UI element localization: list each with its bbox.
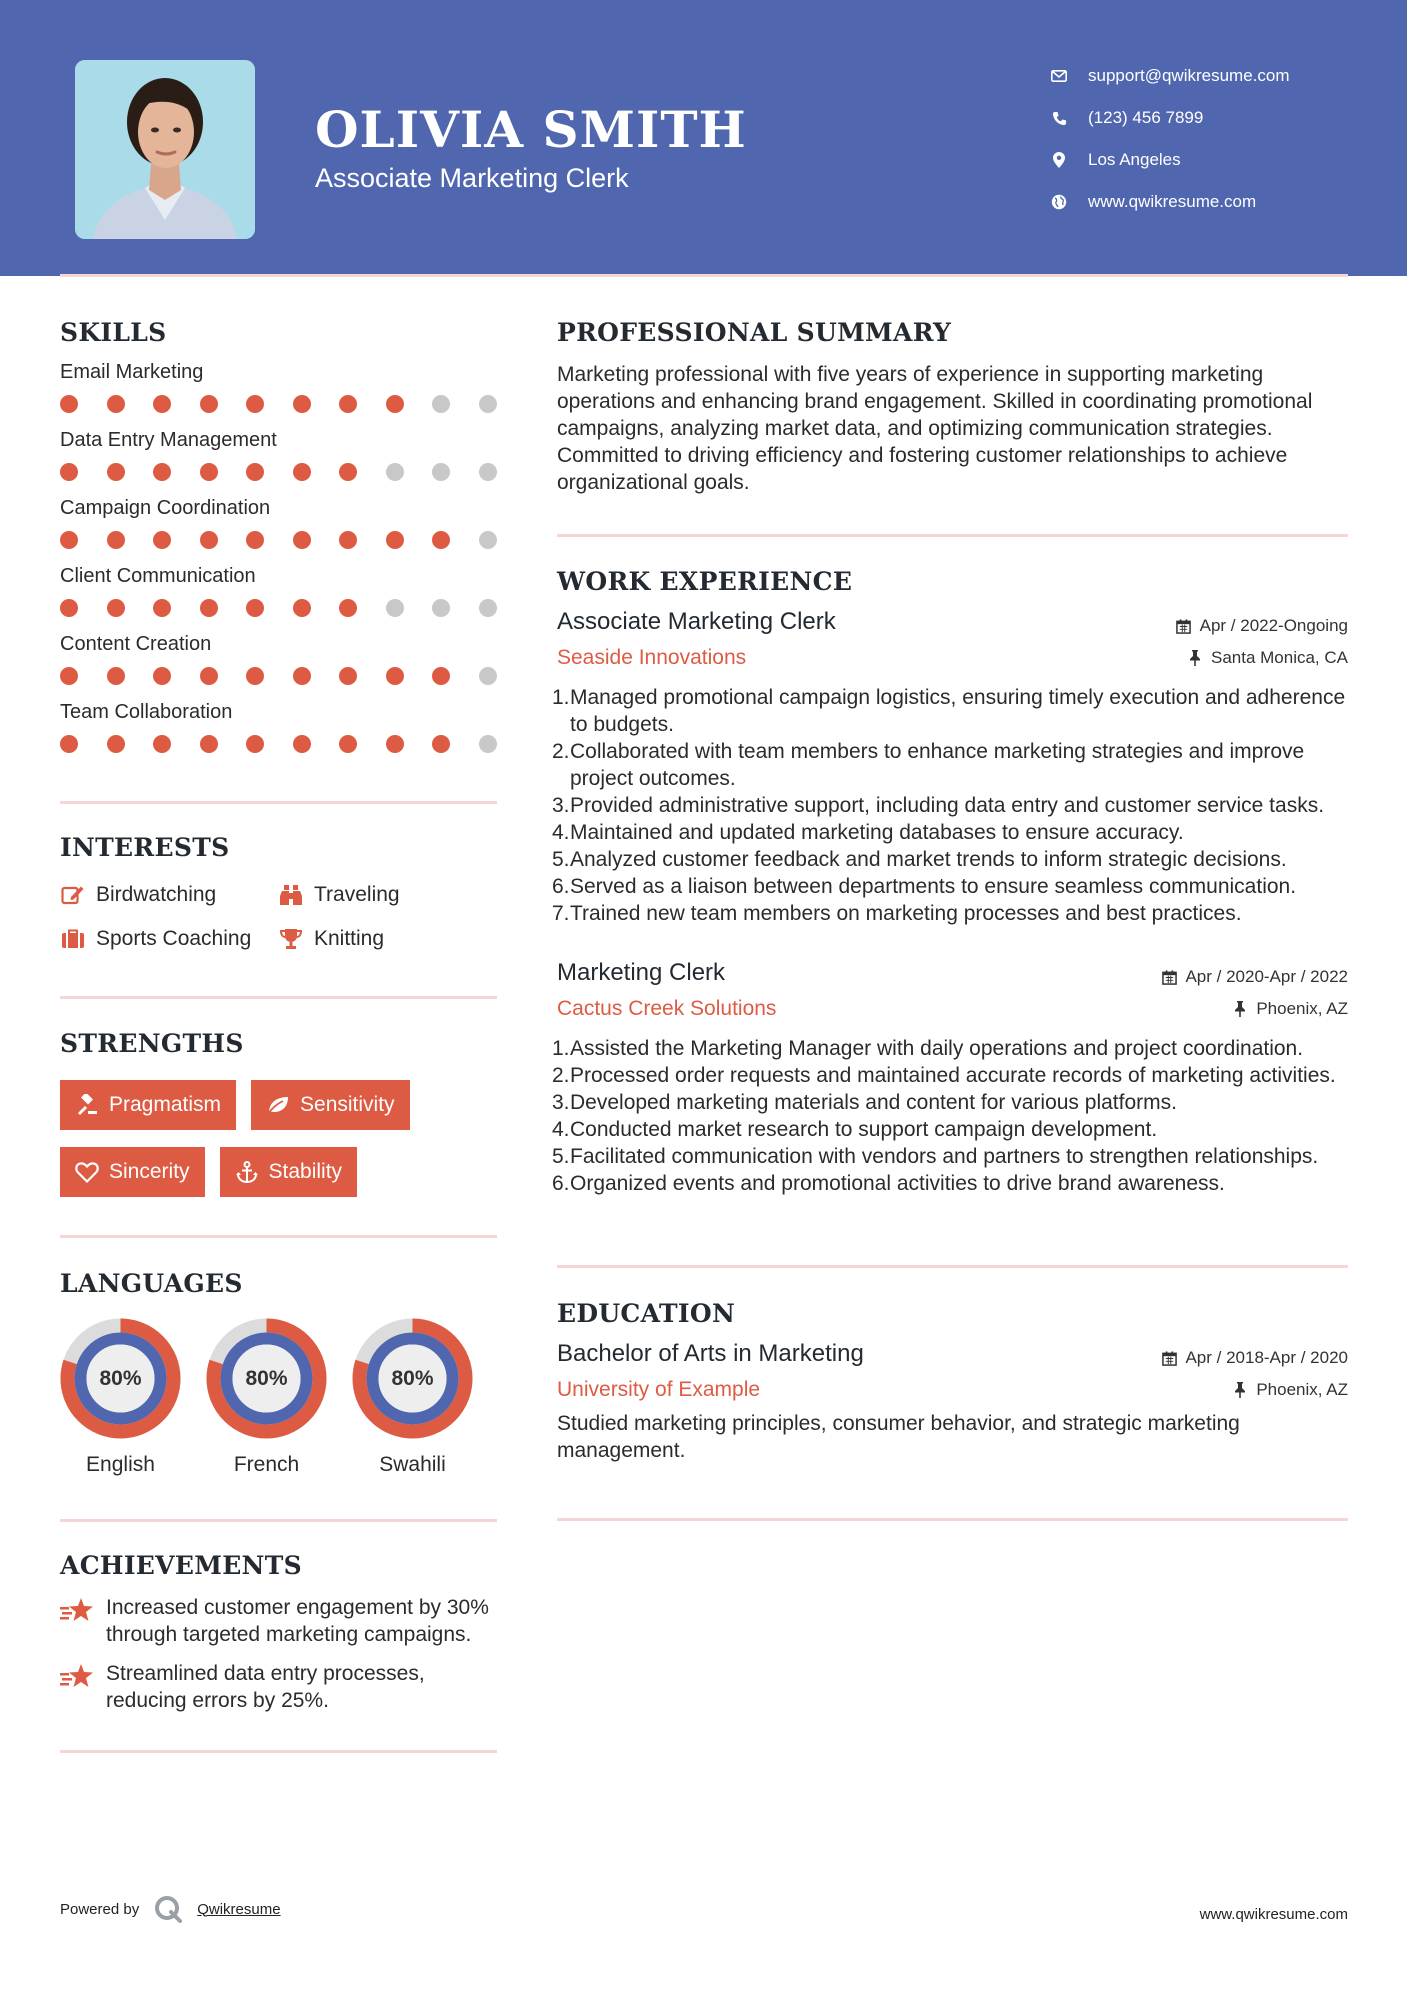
language-name: English bbox=[86, 1453, 155, 1476]
qwikresume-logo-icon bbox=[153, 1894, 183, 1924]
job-dates-text: Apr / 2020-Apr / 2022 bbox=[1185, 967, 1348, 986]
skill-dot-filled bbox=[293, 667, 311, 685]
footer-url[interactable]: www.qwikresume.com bbox=[1199, 1906, 1348, 1923]
skill-dot-filled bbox=[339, 395, 357, 413]
resume-header bbox=[0, 0, 1407, 276]
duty-text: Served as a liaison between departments to ensure seamless communication. bbox=[570, 875, 1297, 898]
language-item bbox=[206, 1318, 327, 1477]
skill-dot-filled bbox=[386, 667, 404, 685]
achievement-item bbox=[60, 1660, 497, 1714]
skill-name: Content Creation bbox=[60, 633, 212, 655]
achievements-title: ACHIEVEMENTS bbox=[60, 1551, 302, 1580]
language-percent: 80% bbox=[99, 1366, 142, 1390]
company-name: Cactus Creek Solutions bbox=[557, 997, 777, 1020]
suitcase-icon bbox=[60, 926, 86, 952]
interest-item bbox=[60, 882, 278, 908]
skill-dot-empty bbox=[479, 667, 497, 685]
duty-text: Developed marketing materials and content for various platforms. bbox=[570, 1091, 1177, 1114]
phone-icon bbox=[1050, 109, 1068, 127]
education-location-text: Phoenix, AZ bbox=[1256, 1380, 1348, 1399]
skill-dot-filled bbox=[246, 463, 264, 481]
leaf-icon bbox=[266, 1093, 290, 1117]
strength-label: Stability bbox=[268, 1160, 343, 1183]
skills-title: SKILLS bbox=[60, 318, 167, 347]
duty-list bbox=[552, 1035, 1348, 1197]
duty-item bbox=[552, 1116, 1348, 1143]
contact-phone-text: (123) 456 7899 bbox=[1088, 108, 1204, 127]
skill-dot-empty bbox=[479, 735, 497, 753]
shooting-star-icon bbox=[60, 1662, 94, 1692]
language-percent: 80% bbox=[245, 1366, 288, 1390]
duty-number: 2. bbox=[552, 740, 570, 763]
skill-dot-filled bbox=[60, 395, 78, 413]
skill-dot-filled bbox=[200, 463, 218, 481]
skill-dot-filled bbox=[246, 395, 264, 413]
strength-chip bbox=[60, 1080, 236, 1130]
duty-text: Collaborated with team members to enhance marketing strategies and improve project outcomes. bbox=[570, 740, 1305, 790]
duty-text: Organized events and promotional activities to drive brand awareness. bbox=[570, 1172, 1225, 1195]
duty-list bbox=[552, 684, 1348, 927]
skill-dot-filled bbox=[246, 599, 264, 617]
duty-text: Maintained and updated marketing databases to ensure accuracy. bbox=[570, 821, 1184, 844]
skill-dot-filled bbox=[60, 599, 78, 617]
pushpin-icon bbox=[1187, 650, 1203, 666]
job-title: Marketing Clerk bbox=[557, 959, 726, 986]
job-dates-text: Apr / 2022-Ongoing bbox=[1199, 616, 1348, 635]
duty-item bbox=[552, 900, 1348, 927]
summary-text: Marketing professional with five years of experience in supporting marketing operations and enhancing brand engagement. Skilled in coordinating promotional campaigns, analyzing market data, and optimizing communication strategies. Committed to driving efficiency and fostering customer relationships to achieve organizational goals. bbox=[557, 363, 1313, 494]
skill-rating bbox=[60, 461, 497, 483]
calendar-icon bbox=[1161, 969, 1177, 985]
skill-dot-filled bbox=[107, 735, 125, 753]
job-location bbox=[1232, 999, 1348, 1019]
skill-dot-empty bbox=[386, 599, 404, 617]
duty-number: 3. bbox=[552, 794, 570, 817]
contact-email-text: support@qwikresume.com bbox=[1088, 66, 1290, 85]
strength-label: Sincerity bbox=[109, 1160, 190, 1183]
education-entry bbox=[557, 1340, 1348, 1464]
candidate-role: Associate Marketing Clerk bbox=[315, 163, 629, 193]
section-divider bbox=[60, 801, 497, 804]
gavel-icon bbox=[75, 1093, 99, 1117]
skill-dot-filled bbox=[432, 531, 450, 549]
skill-dot-filled bbox=[107, 531, 125, 549]
strengths-title: STRENGTHS bbox=[60, 1029, 244, 1058]
contact-phone[interactable] bbox=[1050, 97, 1390, 139]
skill-dot-empty bbox=[432, 599, 450, 617]
skill-name: Email Marketing bbox=[60, 361, 204, 383]
strength-label: Sensitivity bbox=[300, 1093, 395, 1116]
section-divider bbox=[60, 1235, 497, 1238]
pushpin-icon bbox=[1232, 1382, 1248, 1398]
education-dates-text: Apr / 2018-Apr / 2020 bbox=[1185, 1348, 1348, 1367]
skill-dot-empty bbox=[432, 463, 450, 481]
contact-website-text: www.qwikresume.com bbox=[1088, 192, 1257, 211]
footer-powered bbox=[60, 1894, 281, 1924]
strength-chip bbox=[220, 1147, 358, 1197]
interest-label: Traveling bbox=[314, 883, 400, 906]
skill-dot-filled bbox=[293, 395, 311, 413]
duty-number: 5. bbox=[552, 848, 570, 871]
section-divider bbox=[60, 996, 497, 999]
skill-dot-filled bbox=[293, 531, 311, 549]
skill-item bbox=[60, 361, 497, 415]
skill-dot-empty bbox=[432, 395, 450, 413]
interests-list bbox=[60, 882, 497, 952]
job-location-text: Phoenix, AZ bbox=[1256, 999, 1348, 1018]
language-name: Swahili bbox=[379, 1453, 446, 1476]
education-dates bbox=[1161, 1348, 1348, 1368]
skill-dot-filled bbox=[153, 463, 171, 481]
duty-item bbox=[552, 738, 1348, 792]
skill-dot-filled bbox=[107, 667, 125, 685]
duty-text: Analyzed customer feedback and market trends to inform strategic decisions. bbox=[570, 848, 1287, 871]
skill-dot-empty bbox=[386, 463, 404, 481]
skill-dot-empty bbox=[479, 395, 497, 413]
duty-item bbox=[552, 1089, 1348, 1116]
skill-dot-empty bbox=[479, 531, 497, 549]
skill-rating bbox=[60, 597, 497, 619]
job-entry bbox=[552, 959, 1348, 1197]
company-name: Seaside Innovations bbox=[557, 646, 747, 669]
duty-text: Managed promotional campaign logistics, ensuring timely execution and adherence to budgets. bbox=[570, 686, 1346, 736]
binoculars-icon bbox=[278, 882, 304, 908]
right-column bbox=[552, 318, 1348, 1521]
skill-dot-filled bbox=[293, 599, 311, 617]
language-item bbox=[60, 1318, 181, 1477]
strength-chip bbox=[60, 1147, 205, 1197]
skill-dot-empty bbox=[479, 599, 497, 617]
contact-location-text: Los Angeles bbox=[1088, 150, 1181, 169]
skill-dot-filled bbox=[107, 463, 125, 481]
skill-name: Campaign Coordination bbox=[60, 497, 271, 519]
skill-dot-filled bbox=[246, 667, 264, 685]
skill-dot-filled bbox=[153, 599, 171, 617]
globe-icon bbox=[1050, 193, 1068, 211]
duty-text: Facilitated communication with vendors and partners to strengthen relationships. bbox=[570, 1145, 1319, 1168]
section-divider bbox=[557, 1265, 1348, 1268]
language-ring bbox=[206, 1318, 327, 1439]
duty-item bbox=[552, 846, 1348, 873]
duty-number: 4. bbox=[552, 821, 570, 844]
achievement-item bbox=[60, 1594, 497, 1648]
education-description: Studied marketing principles, consumer behavior, and strategic marketing management. bbox=[557, 1412, 1240, 1462]
duty-text: Trained new team members on marketing processes and best practices. bbox=[570, 902, 1242, 925]
skill-rating bbox=[60, 529, 497, 551]
language-ring bbox=[352, 1318, 473, 1439]
skill-dot-filled bbox=[293, 735, 311, 753]
job-title: Associate Marketing Clerk bbox=[557, 608, 836, 635]
job-location bbox=[1187, 648, 1348, 668]
skill-name: Client Communication bbox=[60, 565, 256, 587]
skill-item bbox=[60, 429, 497, 483]
duty-number: 6. bbox=[552, 1172, 570, 1195]
skill-item bbox=[60, 701, 497, 755]
duty-item bbox=[552, 873, 1348, 900]
skill-dot-filled bbox=[200, 395, 218, 413]
achievement-text: Streamlined data entry processes, reducing errors by 25%. bbox=[106, 1662, 425, 1712]
shooting-star-icon bbox=[60, 1596, 94, 1626]
skill-rating bbox=[60, 393, 497, 415]
skill-dot-filled bbox=[339, 531, 357, 549]
duty-item bbox=[552, 1143, 1348, 1170]
duty-number: 2. bbox=[552, 1064, 570, 1087]
skill-dot-filled bbox=[200, 667, 218, 685]
left-column bbox=[60, 318, 497, 1753]
strength-label: Pragmatism bbox=[109, 1093, 222, 1116]
skill-dot-filled bbox=[339, 735, 357, 753]
skill-dot-filled bbox=[246, 735, 264, 753]
skill-dot-filled bbox=[60, 531, 78, 549]
job-dates bbox=[1161, 967, 1348, 987]
job-dates bbox=[1176, 616, 1348, 636]
duty-number: 1. bbox=[552, 1037, 570, 1060]
strengths-list bbox=[60, 1080, 497, 1197]
duty-number: 4. bbox=[552, 1118, 570, 1141]
contact-location bbox=[1050, 139, 1390, 181]
trophy-icon bbox=[278, 926, 304, 952]
interests-title: INTERESTS bbox=[60, 833, 230, 862]
skill-dot-filled bbox=[107, 395, 125, 413]
achievements-list bbox=[60, 1594, 497, 1714]
calendar-icon bbox=[1176, 618, 1192, 634]
skill-dot-filled bbox=[153, 531, 171, 549]
language-percent: 80% bbox=[391, 1366, 434, 1390]
candidate-name: OLIVIA SMITH bbox=[315, 100, 747, 159]
skill-dot-filled bbox=[153, 395, 171, 413]
skill-dot-filled bbox=[153, 667, 171, 685]
language-name: French bbox=[233, 1453, 300, 1476]
skill-dot-filled bbox=[60, 463, 78, 481]
pushpin-icon bbox=[1232, 1001, 1248, 1017]
skill-dot-filled bbox=[386, 395, 404, 413]
section-divider bbox=[557, 534, 1348, 537]
skill-item bbox=[60, 565, 497, 619]
calendar-icon bbox=[1161, 1350, 1177, 1366]
powered-by-label: Powered by bbox=[60, 1900, 140, 1918]
profile-photo bbox=[75, 60, 255, 239]
interest-item bbox=[278, 926, 497, 952]
section-divider bbox=[60, 1519, 497, 1522]
skill-rating bbox=[60, 665, 497, 687]
duty-number: 7. bbox=[552, 902, 570, 925]
skill-rating bbox=[60, 733, 497, 755]
skill-dot-filled bbox=[386, 531, 404, 549]
skill-dot-filled bbox=[432, 735, 450, 753]
skill-dot-filled bbox=[339, 599, 357, 617]
skills-list bbox=[60, 361, 497, 755]
envelope-icon bbox=[1050, 67, 1068, 85]
duty-text: Processed order requests and maintained accurate records of marketing activities. bbox=[570, 1064, 1336, 1087]
skill-dot-filled bbox=[200, 531, 218, 549]
duty-number: 5. bbox=[552, 1145, 570, 1168]
duty-item bbox=[552, 684, 1348, 738]
contact-website[interactable] bbox=[1050, 181, 1390, 223]
experience-title: WORK EXPERIENCE bbox=[557, 567, 853, 596]
pencil-square-icon bbox=[60, 882, 86, 908]
job-entry bbox=[552, 608, 1348, 927]
header-divider bbox=[60, 274, 1348, 277]
interest-label: Sports Coaching bbox=[96, 927, 252, 950]
skill-dot-filled bbox=[60, 667, 78, 685]
interest-label: Knitting bbox=[314, 927, 385, 950]
language-item bbox=[352, 1318, 473, 1477]
duty-item bbox=[552, 1170, 1348, 1197]
summary-title: PROFESSIONAL SUMMARY bbox=[557, 318, 952, 347]
duty-number: 6. bbox=[552, 875, 570, 898]
skill-dot-filled bbox=[153, 735, 171, 753]
interest-item bbox=[278, 882, 497, 908]
skill-item bbox=[60, 633, 497, 687]
skill-dot-filled bbox=[200, 735, 218, 753]
skill-dot-filled bbox=[246, 531, 264, 549]
skill-dot-filled bbox=[293, 463, 311, 481]
section-divider bbox=[60, 1750, 497, 1753]
education-location bbox=[1232, 1380, 1348, 1400]
skill-dot-filled bbox=[200, 599, 218, 617]
job-location-text: Santa Monica, CA bbox=[1210, 648, 1348, 667]
duty-text: Provided administrative support, including data entry and customer service tasks. bbox=[570, 794, 1325, 817]
duty-text: Assisted the Marketing Manager with daily operations and project coordination. bbox=[570, 1037, 1304, 1060]
skill-name: Data Entry Management bbox=[60, 429, 277, 451]
school-name: University of Example bbox=[557, 1378, 761, 1401]
interest-item bbox=[60, 926, 278, 952]
languages-list bbox=[60, 1318, 497, 1477]
heart-icon bbox=[75, 1160, 99, 1184]
duty-item bbox=[552, 1035, 1348, 1062]
duty-number: 3. bbox=[552, 1091, 570, 1114]
contact-list bbox=[1050, 55, 1390, 223]
skill-dot-empty bbox=[479, 463, 497, 481]
brand-link[interactable]: Qwikresume bbox=[197, 1900, 281, 1918]
skill-dot-filled bbox=[339, 667, 357, 685]
skill-item bbox=[60, 497, 497, 551]
education-title: EDUCATION bbox=[557, 1299, 736, 1328]
interest-label: Birdwatching bbox=[96, 883, 217, 906]
skill-name: Team Collaboration bbox=[60, 701, 233, 723]
skill-dot-filled bbox=[60, 735, 78, 753]
location-pin-icon bbox=[1050, 151, 1068, 169]
duty-number: 1. bbox=[552, 686, 570, 709]
degree-title: Bachelor of Arts in Marketing bbox=[557, 1340, 864, 1367]
strength-chip bbox=[251, 1080, 410, 1130]
languages-title: LANGUAGES bbox=[60, 1269, 243, 1298]
skill-dot-filled bbox=[432, 667, 450, 685]
achievement-text: Increased customer engagement by 30% through targeted marketing campaigns. bbox=[106, 1596, 489, 1646]
language-ring bbox=[60, 1318, 181, 1439]
skill-dot-filled bbox=[107, 599, 125, 617]
duty-item bbox=[552, 1062, 1348, 1089]
contact-email[interactable] bbox=[1050, 55, 1390, 97]
duty-text: Conducted market research to support campaign development. bbox=[570, 1118, 1158, 1141]
skill-dot-filled bbox=[386, 735, 404, 753]
anchor-icon bbox=[235, 1160, 259, 1184]
section-divider bbox=[557, 1518, 1348, 1521]
duty-item bbox=[552, 819, 1348, 846]
duty-item bbox=[552, 792, 1348, 819]
skill-dot-filled bbox=[339, 463, 357, 481]
